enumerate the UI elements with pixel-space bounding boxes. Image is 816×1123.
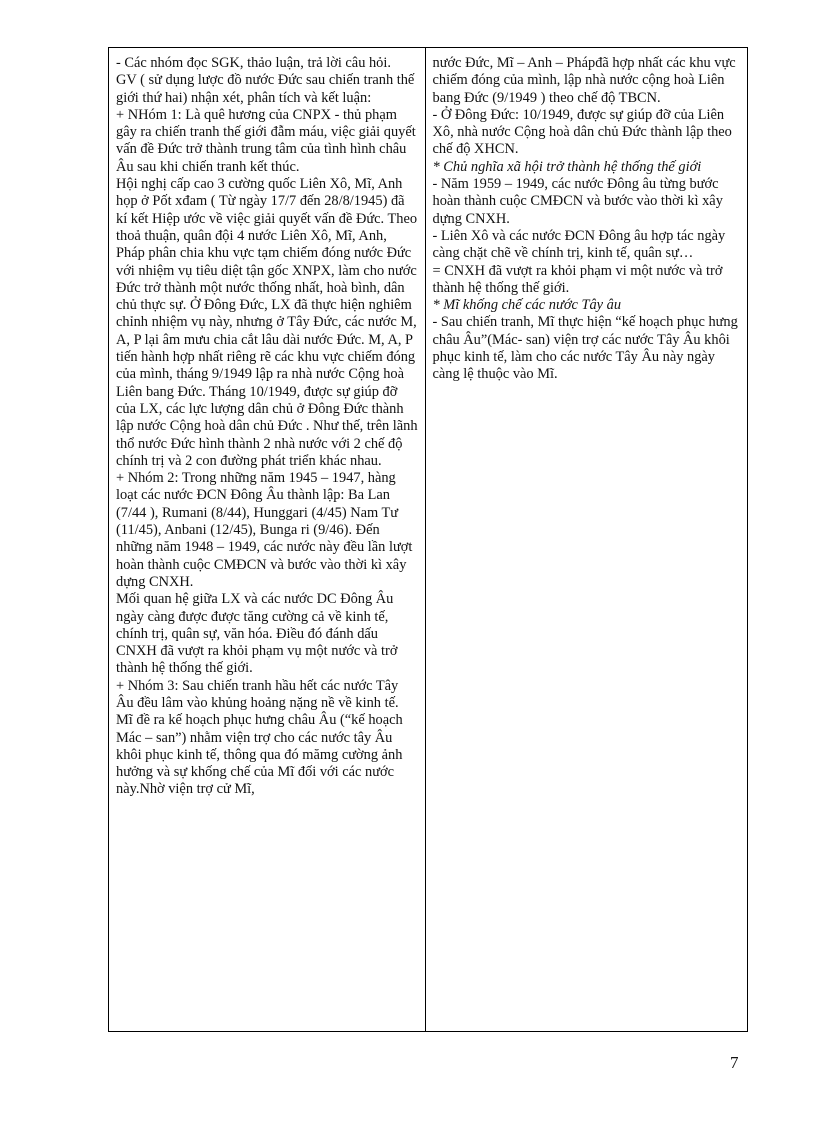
right-column <box>426 48 748 1031</box>
left-paragraph: Hội nghị cấp cao 3 cường quốc Liên Xô, Mĩ, Anh họp ở Pốt xđam ( Từ ngày 17/7 đến 28/8/1945) đã kí kết Hiệp ước về việc giải quyết vấn đề Đức. Theo thoả thuận, quân đội 4 nước Liên Xô, Mĩ, Anh, Pháp phân chia khu vực tạm chiếm đóng nước Đức với nhiệm vụ tiêu diệt tận gốc XNPX, làm cho nước Đức trở thành một nước thống nhất, hoà bình, dân chủ thực sự. Ở Đông Đức, LX đã thực hiện nghiêm chỉnh nhiệm vụ này, nhưng ở Tây Đức, các nước M, A, P lại âm mưu chia cắt lâu dài nước Đức. M, A, P tiến hành hợp nhất riêng rẽ các khu vực chiếm đóng của mình, tháng 9/1949 lập ra nhà nước Cộng hoà Liên bang Đức. Tháng 10/1949, được sự giúp đỡ của LX, các lực lượng dân chủ ở Đông Đức thành lập nước Cộng hoà dân chủ Đức . Như thế, trên lãnh thổ nước Đức hình thành 2 nhà nước với 2 chế độ chính trị và 2 con đường phát triển khác nhau. <box>116 176 418 469</box>
lesson-table <box>108 47 748 1032</box>
right-paragraph: - Sau chiến tranh, Mĩ thực hiện “kế hoạch phục hưng châu Âu”(Mác- san) viện trợ các nước Tây Âu khôi phục kinh tế, làm cho các nước Tây Âu này ngày càng lệ thuộc vào Mĩ. <box>432 314 738 383</box>
left-paragraph: + Nhóm 2: Trong những năm 1945 – 1947, hàng loạt các nước ĐCN Đông Âu thành lập: Ba Lan (7/44 ), Rumani (8/44), Hunggari (4/45) Nam Tư (11/45), Anbani (12/45), Bunga ri (9/46). Đến những năm 1948 – 1949, các nước này đều lần lượt hoàn thành cuộc CMĐCN và bước vào thời kì xây dựng CNXH. <box>116 470 413 590</box>
left-column <box>109 48 426 1031</box>
right-paragraph: - Ở Đông Đức: 10/1949, được sự giúp đỡ của Liên Xô, nhà nước Cộng hoà dân chủ Đức thành lập theo chế độ XHCN. <box>432 106 732 158</box>
right-paragraph: - Năm 1959 – 1949, các nước Đông âu từng bước hoàn thành cuộc CMĐCN và bước vào thời kì xây dựng CNXH. <box>432 176 723 227</box>
left-paragraph: + NHóm 1: Là quê hương của CNPX - thủ phạm gây ra chiến tranh thế giới đẫm máu, việc giải quyết vấn đề Đức trở thành trung tâm của tình hình châu Âu sau khi chiến tranh kết thúc. <box>116 106 416 175</box>
right-paragraph: nước Đức, Mĩ – Anh – Phápđã hợp nhất các khu vực chiếm đóng của mình, lập nhà nước cộng hoà Liên bang Đức (9/1949 ) theo chế độ TBCN. <box>432 55 736 106</box>
right-paragraph: - Liên Xô và các nước ĐCN Đông âu hợp tác ngày càng chặt chẽ về chính trị, kinh tế, quân sự… <box>432 227 726 262</box>
page-number: 7 <box>730 1053 739 1072</box>
left-paragraph: + Nhóm 3: Sau chiến tranh hầu hết các nước Tây Âu đều lâm vào khủng hoảng nặng nề về kinh tế. Mĩ đề ra kế hoạch phục hưng châu Âu (“kế hoạch Mác – san”) nhằm viện trợ cho các nước tây Âu khôi phục kinh tế, thông qua đó mămg cường ảnh hưởng và sự khống chế của Mĩ đối với các nước này.Nhờ viện trợ cử Mĩ, <box>116 677 403 798</box>
left-paragraph: GV ( sử dụng lược đồ nước Đức sau chiến tranh thế giới thứ hai) nhận xét, phân tích và kết luận: <box>116 72 415 106</box>
right-heading-italic: * Chủ nghĩa xã hội trở thành hệ thống thế giới <box>432 158 702 175</box>
right-paragraph: = CNXH đã vượt ra khỏi phạm vi một nước và trở thành hệ thống thế giới. <box>432 262 723 296</box>
right-heading-italic: * Mĩ khống chế các nước Tây âu <box>432 297 622 314</box>
left-paragraph: - Các nhóm đọc SGK, thảo luận, trả lời câu hỏi. <box>116 55 391 71</box>
left-paragraph: Mối quan hệ giữa LX và các nước DC Đông Âu ngày càng được được tăng cường cả về kinh tế, chính trị, quân sự, văn hóa. Điều đó đánh dấu CNXH đã vượt ra khỏi phạm vụ một nước và trở thành hệ thống thế giới. <box>116 591 398 677</box>
